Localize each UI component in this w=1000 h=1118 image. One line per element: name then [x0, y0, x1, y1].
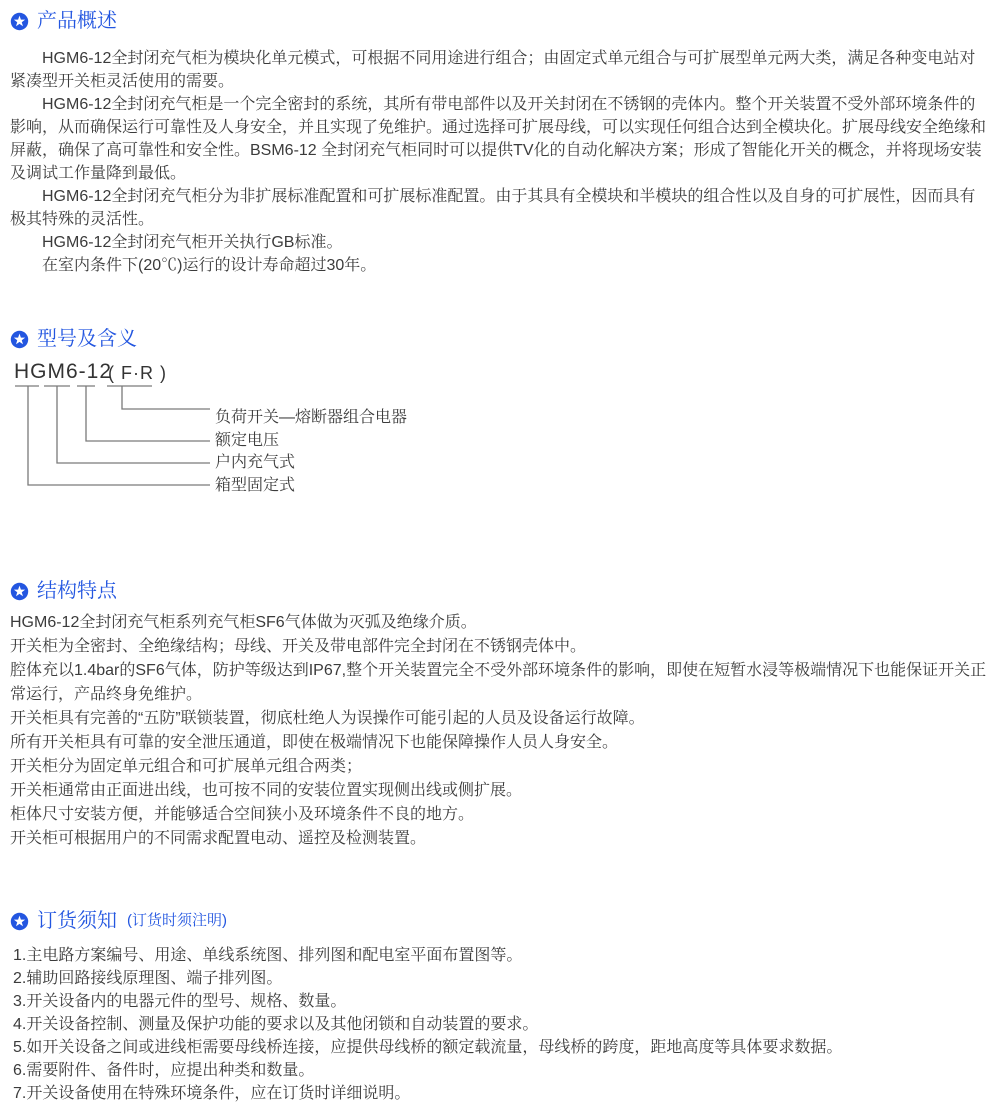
overview-paragraph: HGM6-12全封闭充气柜开关执行GB标准。 [42, 234, 343, 251]
model-suffix: ( F·R ) [108, 363, 167, 383]
star-circle-icon [10, 582, 29, 601]
ordering-item: 4.开关设备控制、测量及保护功能的要求以及其他闭锁和自动装置的要求。 [13, 1016, 539, 1033]
ordering-title: 订货须知 [37, 910, 117, 932]
ordering-list [10, 944, 990, 1105]
model-label-rated-voltage: 额定电压 [215, 432, 280, 449]
model-diagram [10, 360, 990, 535]
section-product-overview [10, 8, 990, 277]
overview-header [10, 8, 990, 34]
model-title: 型号及含义 [37, 328, 137, 350]
model-diagram-lines [10, 360, 630, 530]
feature-item: 开关柜具有完善的“五防”联锁装置，彻底杜绝人为误操作可能引起的人员及设备运行故障。 [10, 710, 645, 727]
feature-item: HGM6-12全封闭充气柜系列充气柜SF6气体做为灭弧及绝缘介质。 [10, 614, 477, 631]
feature-item: 腔体充以1.4bar的SF6气体，防护等级达到IP67,整个开关装置完全不受外部环境条件的影响，即使在短暂水浸等极端情况下也能保证开关正常运行，产品终身免维护。 [10, 662, 987, 703]
star-circle-icon [10, 912, 29, 931]
overview-paragraph: HGM6-12全封闭充气柜为模块化单元模式，可根据不同用途进行组合；由固定式单元组合与可扩展型单元两大类，满足各种变电站对紧凑型开关柜灵活使用的需要。 [10, 50, 976, 90]
section-structural-features [10, 578, 990, 851]
section-model-designation [10, 326, 990, 535]
feature-item: 开关柜通常由正面进出线，也可按不同的安装位置实现侧出线或侧扩展。 [10, 782, 523, 799]
ordering-item: 1.主电路方案编号、用途、单线系统图、排列图和配电室平面布置图等。 [13, 947, 523, 964]
feature-item: 柜体尺寸安装方便，并能够适合空间狭小及环境条件不良的地方。 [10, 806, 475, 823]
star-circle-icon [10, 12, 29, 31]
ordering-item: 5.如开关设备之间或进线柜需要母线桥连接，应提供母线桥的额定载流量，母线桥的跨度，距地高度等具体要求数据。 [13, 1039, 843, 1056]
model-label-box-fixed: 箱型固定式 [215, 477, 296, 494]
ordering-header [10, 908, 990, 934]
star-circle-icon [10, 330, 29, 349]
feature-item: 开关柜为全密封、全绝缘结构；母线、开关及带电部件完全封闭在不锈钢壳体中。 [10, 638, 587, 655]
model-header [10, 326, 990, 352]
section-ordering-instructions [10, 908, 990, 1105]
model-label-indoor-gas: 户内充气式 [215, 454, 296, 471]
overview-title: 产品概述 [37, 10, 117, 32]
ordering-item: 6.需要附件、备件时，应提出种类和数量。 [13, 1062, 315, 1079]
feature-item: 所有开关柜具有可靠的安全泄压通道，即使在极端情况下也能保障操作人员人身安全。 [10, 734, 619, 751]
features-list [10, 611, 990, 851]
features-title: 结构特点 [37, 580, 117, 602]
overview-paragraphs [10, 47, 990, 277]
feature-item: 开关柜分为固定单元组合和可扩展单元组合两类； [10, 758, 363, 775]
ordering-item: 2.辅助回路接线原理图、端子排列图。 [13, 970, 283, 987]
overview-paragraph: 在室内条件下(20℃)运行的设计寿命超过30年。 [42, 257, 377, 274]
overview-paragraph: HGM6-12全封闭充气柜分为非扩展标准配置和可扩展标准配置。由于其具有全模块和半模块的组合性以及自身的可扩展性，因而具有极其特殊的灵活性。 [10, 188, 976, 228]
model-code: HGM6-12 [14, 360, 113, 383]
model-label-switch-fuse: 负荷开关—熔断器组合电器 [215, 409, 408, 426]
ordering-item: 3.开关设备内的电器元件的型号、规格、数量。 [13, 993, 347, 1010]
ordering-item: 7.开关设备使用在特殊环境条件，应在订货时详细说明。 [13, 1085, 411, 1102]
features-header [10, 578, 990, 604]
feature-item: 开关柜可根据用户的不同需求配置电动、遥控及检测装置。 [10, 830, 427, 847]
overview-paragraph: HGM6-12全封闭充气柜是一个完全密封的系统，其所有带电部件以及开关封闭在不锈钢的壳体内。整个开关装置不受外部环境条件的影响，从而确保运行可靠性及人身安全，并且实现了免维护。通过选择可扩展母线，可以实现任何组合达到全模块化。扩展母线安全绝缘和屏蔽，确保了高可靠性和安全性。BSM6-12 全封闭充气柜同时可以提供TV化的自动化解决方案；形成了智能化开关的概念，并将现场安装及调试工作量降到最低。 [10, 96, 987, 182]
ordering-subtitle: (订货时须注明) [127, 912, 227, 929]
